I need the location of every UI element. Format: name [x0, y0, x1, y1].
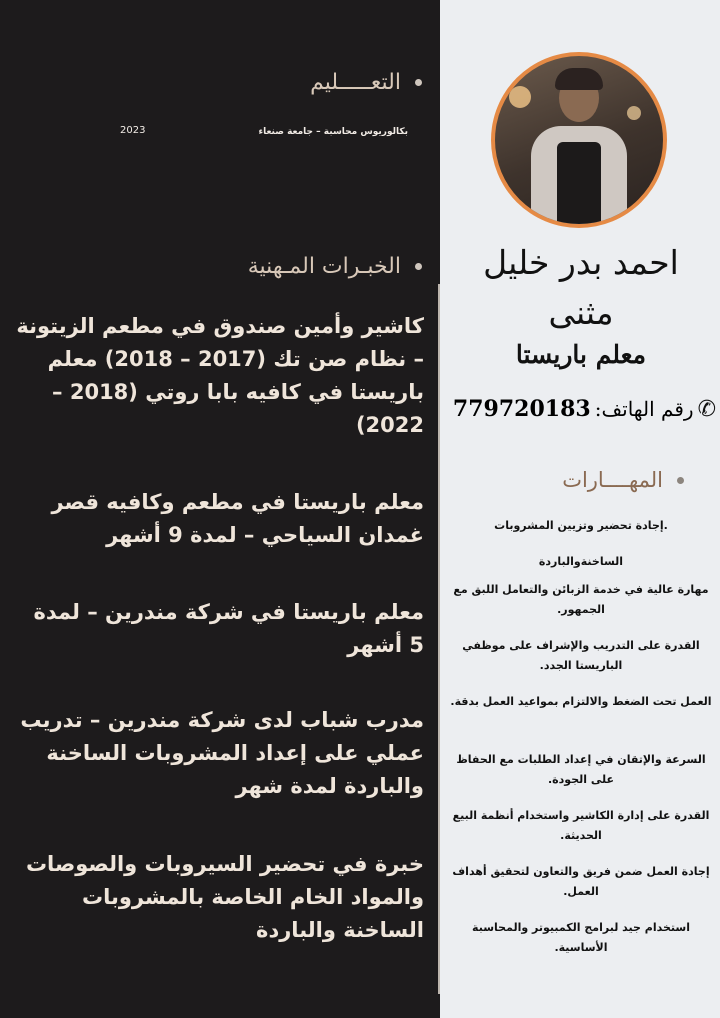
- experience-item: خبرة في تحضير السيروبات والصوصات والمواد الخام الخاصة بالمشروبات الساخنة والباردة: [25, 852, 424, 942]
- education-heading: [310, 70, 422, 95]
- skill-item: استخدام جيد لبرامج الكمبيوتر والمحاسبة الأساسية.: [472, 921, 690, 954]
- skill-item: السرعة والإتقان في إعداد الطلبات مع الحفاظ على الجودة.: [456, 753, 706, 786]
- bullet-icon: [677, 477, 684, 484]
- person-name: احمد بدر خليل مثنى: [483, 243, 679, 332]
- person-role: معلم باريستا: [515, 340, 647, 369]
- phone-icon: ✆: [697, 396, 716, 422]
- cafe-light-icon: [509, 86, 531, 108]
- education-title: التعـــــليم: [310, 70, 401, 95]
- skill-item: العمل تحت الضغط والالتزام بمواعيد العمل بدقة.: [450, 695, 712, 708]
- experience-item: مدرب شباب لدى شركة مندرين – تدريب عملي على إعداد المشروبات الساخنة والباردة لمدة شهر: [20, 708, 424, 798]
- skill-item: الساخنةوالباردة: [538, 555, 624, 568]
- skills-heading: [562, 468, 684, 492]
- phone-row: [453, 396, 716, 422]
- skill-item: مهارة عالية في خدمة الزبائن والتعامل اللبق مع الجمهور.: [453, 583, 709, 616]
- skill-item: .إجادة تحضير وتزيين المشروبات: [494, 519, 668, 532]
- experience-item: كاشير وأمين صندوق في مطعم الزيتونة – نظام صن تك (2017 – 2018) معلم باريستا في كافيه بابا روتي (2018 – 2022): [16, 314, 424, 437]
- skills-title: المهــــارات: [562, 468, 663, 492]
- profile-photo: [495, 56, 663, 224]
- skill-item: القدرة على إدارة الكاشير واستخدام أنظمة البيع الحديثة.: [452, 809, 710, 842]
- skill-item: إجادة العمل ضمن فريق والتعاون لتحقيق أهداف العمل.: [452, 865, 710, 898]
- person-hair: [555, 68, 603, 90]
- cafe-light-icon: [627, 106, 641, 120]
- bullet-icon: [415, 79, 422, 86]
- experience-title: الخبـرات المـهنية: [247, 254, 401, 279]
- person-apron: [557, 142, 601, 224]
- education-degree: بكالوريوس محاسبة – جامعة صنعاء: [258, 127, 408, 137]
- experience-heading: [248, 254, 422, 279]
- profile-photo-frame: [491, 52, 667, 228]
- bullet-icon: [415, 263, 422, 270]
- experience-item: معلم باريستا في شركة مندرين – لمدة 5 أشهر: [33, 600, 424, 657]
- phone-label: رقم الهاتف:: [594, 397, 694, 421]
- skill-item: القدرة على التدريب والإشراف على موظفي الباريستا الجدد.: [462, 639, 700, 672]
- phone-number: 779720183: [452, 396, 591, 422]
- education-year: 2023: [120, 125, 146, 136]
- experience-item: معلم باريستا في مطعم وكافيه قصر غمدان السياحي – لمدة 9 أشهر: [51, 490, 424, 547]
